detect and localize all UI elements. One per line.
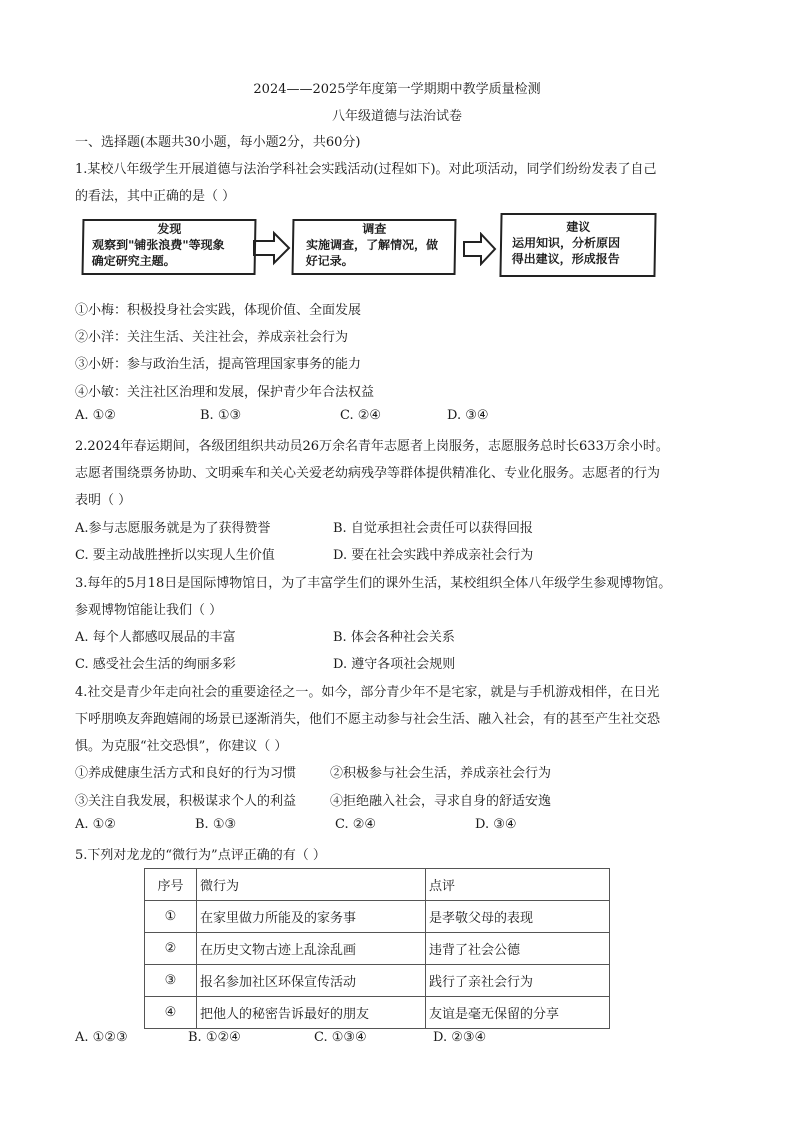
q1-statement-2: ②小洋：关注生活、关注社会，养成亲社会行为	[75, 330, 349, 345]
table-cell: 友谊是毫无保留的分享	[426, 997, 610, 1029]
q4-stem-line1: 4.社交是青少年走向社会的重要途径之一。如今，部分青少年不是宅家，就是与手机游戏相伴，在日光	[75, 685, 660, 700]
q5-stem: 5.下列对龙龙的“微行为”点评正确的有（ ）	[75, 848, 326, 863]
table-cell: 违背了社会公德	[426, 933, 610, 965]
flow-box-text: 实施调查，了解情况，做	[305, 238, 439, 252]
q5-option-c[interactable]: C. ①③④	[314, 1030, 367, 1045]
flow-box-title: 调查	[362, 222, 387, 236]
q5-option-a[interactable]: A. ①②③	[75, 1030, 128, 1045]
flow-box-text: 运用知识，分析原因	[511, 236, 621, 250]
table-cell: ②	[145, 933, 197, 965]
q4-statement-3: ③关注自我发展，积极谋求个人的利益	[75, 794, 297, 809]
table-cell: ④	[145, 997, 197, 1029]
q1-option-d[interactable]: D. ③④	[447, 408, 489, 423]
q1-statement-1: ①小梅：积极投身社会实践，体现价值、全面发展	[75, 303, 362, 318]
table-cell: ③	[145, 965, 197, 997]
arrow-right-icon	[462, 232, 498, 266]
table-cell: 在家里做力所能及的家务事	[197, 901, 426, 933]
arrow-right-icon	[252, 230, 292, 266]
q1-option-c[interactable]: C. ②④	[340, 408, 382, 423]
section-heading: 一、选择题(本题共30小题，每小题2分，共60分)	[75, 135, 361, 150]
flow-box-suggest	[499, 213, 656, 277]
flow-box-text: 观察到"铺张浪费"等现象	[91, 238, 225, 252]
q2-option-c[interactable]: C. 要主动战胜挫折以实现人生价值	[75, 548, 275, 563]
table-row	[145, 997, 610, 1029]
q3-option-b[interactable]: B. 体会各种社会关系	[333, 630, 455, 645]
q5-table	[144, 868, 610, 1029]
q2-stem-line1: 2.2024年春运期间，各级团组织共动员26万余名青年志愿者上岗服务，志愿服务总时长633万余小时。	[75, 439, 669, 454]
table-row	[145, 965, 610, 997]
table-header-cell: 序号	[145, 869, 197, 901]
q4-stem-line2: 下呼朋唤友奔跑嬉闹的场景已逐渐消失，他们不愿主动参与社会生活、融入社会，有的甚至产生社交恐	[75, 712, 661, 727]
flow-box-text: 好记录。	[305, 254, 354, 268]
exam-title: 2024——2025学年度第一学期期中教学质量检测	[253, 82, 541, 97]
q2-option-d[interactable]: D. 要在社会实践中养成亲社会行为	[333, 548, 534, 563]
exam-subtitle: 八年级道德与法治试卷	[331, 109, 462, 124]
q4-option-b[interactable]: B. ①③	[195, 817, 237, 832]
q2-stem-line2: 志愿者围绕票务协助、文明乘车和关心关爱老幼病残孕等群体提供精准化、专业化服务。志愿者的行为	[75, 466, 661, 481]
q1-option-b[interactable]: B. ①③	[200, 408, 242, 423]
q4-stem-line3: 惧。为克服“社交恐惧”，你建议（ ）	[75, 739, 288, 754]
table-cell: 把他人的秘密告诉最好的朋友	[197, 997, 426, 1029]
table-row	[145, 933, 610, 965]
table-cell: 是孝敬父母的表现	[426, 901, 610, 933]
flow-box-text: 得出建议，形成报告	[511, 252, 620, 266]
q4-statement-1: ①养成健康生活方式和良好的行为习惯	[75, 766, 297, 781]
q4-option-c[interactable]: C. ②④	[335, 817, 377, 832]
q4-statement-2: ②积极参与社会生活，养成亲社会行为	[330, 766, 552, 781]
q2-option-b[interactable]: B. 自觉承担社会责任可以获得回报	[333, 521, 533, 536]
flow-box-discover	[82, 219, 257, 275]
table-row	[145, 901, 610, 933]
flow-box-text: 确定研究主题。	[91, 254, 176, 268]
q1-statement-4: ④小敏：关注社区治理和发展，保护青少年合法权益	[75, 385, 375, 400]
table-cell: 在历史文物古迹上乱涂乱画	[197, 933, 426, 965]
q1-stem-line2: 的看法，其中正确的是（ ）	[75, 189, 236, 204]
table-header-row	[145, 869, 610, 901]
table-header-cell: 微行为	[197, 869, 426, 901]
flow-box-survey	[292, 219, 457, 275]
q2-stem-line3: 表明（ ）	[75, 493, 132, 508]
q3-stem-line1: 3.每年的5月18日是国际博物馆日，为了丰富学生们的课外生活，某校组织全体八年级学生参观博物馆。	[75, 576, 672, 591]
q5-option-b[interactable]: B. ①②④	[188, 1030, 241, 1045]
q1-statement-3: ③小妍：参与政治生活，提高管理国家事务的能力	[75, 357, 362, 372]
table-cell: ①	[145, 901, 197, 933]
flow-box-title: 建议	[566, 220, 591, 234]
table-cell: 报名参加社区环保宣传活动	[197, 965, 426, 997]
q3-option-a[interactable]: A. 每个人都感叹展品的丰富	[75, 630, 236, 645]
q1-option-a[interactable]: A. ①②	[75, 408, 116, 423]
table-cell: 践行了亲社会行为	[426, 965, 610, 997]
q1-stem-line1: 1.某校八年级学生开展道德与法治学科社会实践活动(过程如下)。对此项活动，同学们纷纷发表了自己	[75, 162, 657, 177]
q3-option-c[interactable]: C. 感受社会生活的绚丽多彩	[75, 657, 236, 672]
q3-stem-line2: 参观博物馆能让我们（ ）	[75, 603, 223, 618]
q2-option-a[interactable]: A.参与志愿服务就是为了获得赞誉	[75, 521, 271, 536]
flow-box-title: 发现	[157, 222, 182, 236]
table-header-cell: 点评	[426, 869, 610, 901]
q4-option-a[interactable]: A. ①②	[75, 817, 116, 832]
q4-option-d[interactable]: D. ③④	[475, 817, 517, 832]
q5-option-d[interactable]: D. ②③④	[433, 1030, 487, 1045]
q4-statement-4: ④拒绝融入社会，寻求自身的舒适安逸	[330, 794, 552, 809]
q3-option-d[interactable]: D. 遵守各项社会规则	[333, 657, 456, 672]
